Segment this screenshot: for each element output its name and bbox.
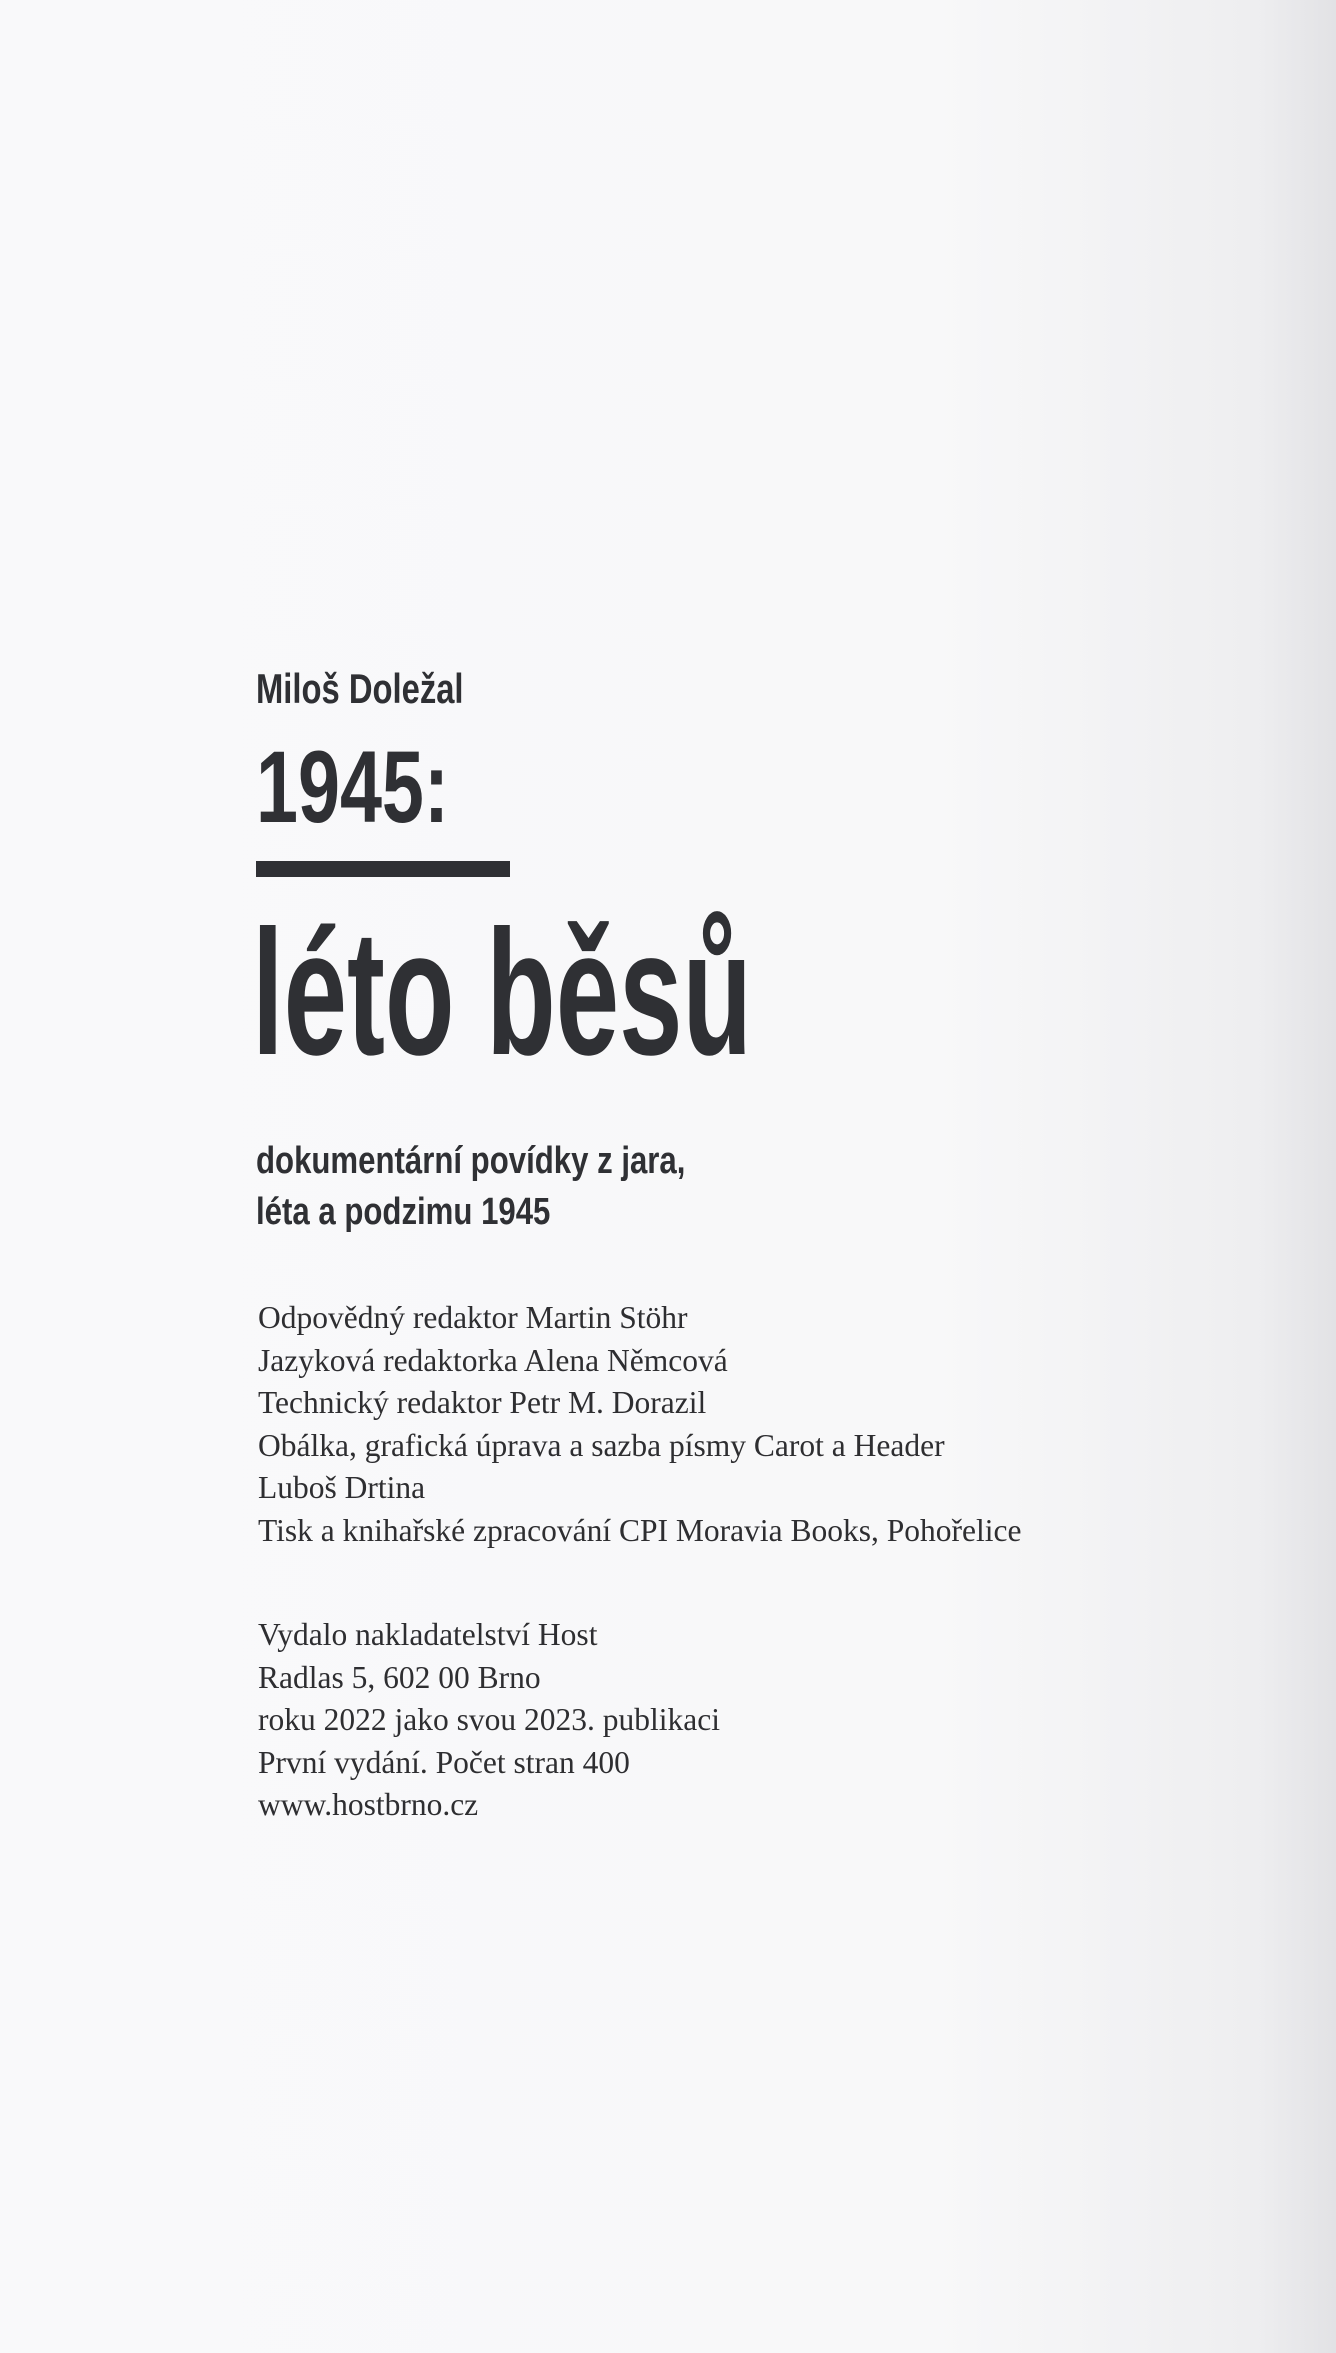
subtitle-line: léta a podzimu 1945 [256,1191,551,1233]
title-year: 1945: [256,730,450,844]
title-block [256,665,1156,844]
imprint-line: Vydalo nakladatelství Host [258,1617,598,1652]
credit-line: Luboš Drtina [258,1470,426,1505]
credit-line: Odpovědný redaktor Martin Stöhr [258,1300,688,1335]
credit-line: Tisk a knihařské zpracování CPI Moravia Books, Pohořelice [258,1512,1022,1548]
credit-line: Technický redaktor Petr M. Dorazil [258,1385,707,1420]
subtitle-line: dokumentární povídky z jara, [256,1140,686,1182]
author-name: Miloš Doležal [256,665,464,712]
publisher-website: www.hostbrno.cz [258,1787,479,1822]
imprint-block [258,1614,720,1827]
credit-line: Jazyková redaktorka Alena Němcová [258,1342,728,1378]
imprint-line: Radlas 5, 602 00 Brno [258,1659,541,1695]
credit-line: Obálka, grafická úprava a sazba písmy Carot a Header [258,1427,945,1463]
imprint-line: roku 2022 jako svou 2023. publikaci [258,1702,720,1737]
imprint-line: První vydání. Počet stran 400 [258,1744,630,1780]
book-title: léto běsů [252,893,753,1092]
credits-list [258,1297,1021,1552]
book-subtitle [256,1136,685,1238]
title-underline-rule [256,861,510,877]
